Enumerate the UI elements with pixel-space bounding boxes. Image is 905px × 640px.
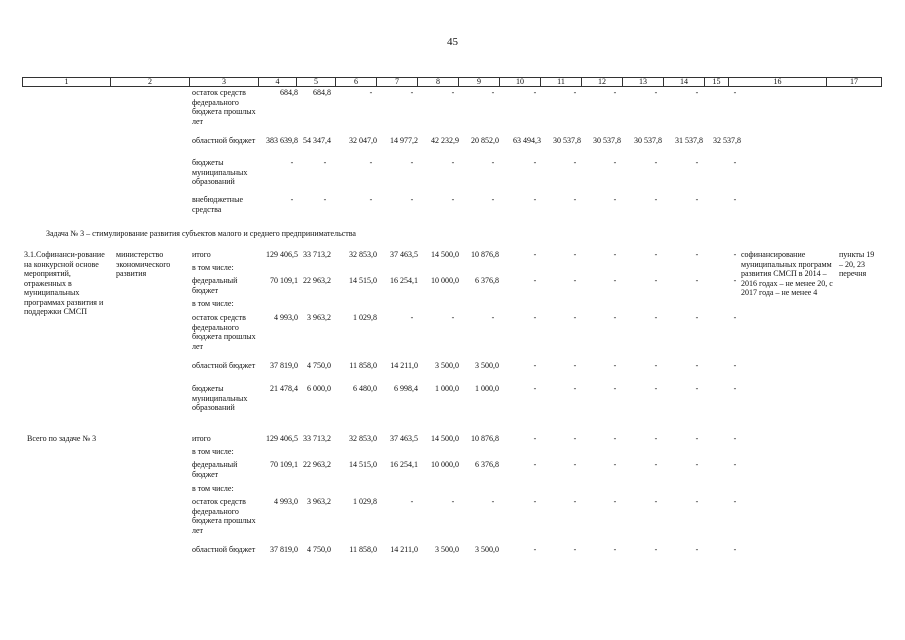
amount-cell: - (695, 195, 699, 204)
amount-cell: 30 537,8 (634, 136, 662, 145)
amount-cell: - (695, 276, 699, 285)
amount-cell: 33 713,2 (303, 434, 331, 443)
amount-cell: 30 537,8 (553, 136, 581, 145)
measure-reference: пункты 19 – 20, 23 перечня (839, 250, 875, 278)
amount-cell: 70 109,1 (270, 460, 298, 469)
amount-cell: - (613, 384, 617, 393)
amount-cell: - (695, 313, 699, 322)
amount-cell: - (290, 195, 294, 204)
task-total-label: Всего по задаче № 3 (27, 434, 97, 443)
amount-cell: - (533, 276, 537, 285)
amount-cell: 129 406,5 (266, 434, 298, 443)
budget-source-label: в том числе: (192, 263, 234, 272)
measure-executor: министерство экономического развития (116, 250, 171, 278)
amount-cell: 32 047,0 (349, 136, 377, 145)
amount-cell: 1 000,0 (435, 384, 459, 393)
budget-source-label: в том числе: (192, 447, 234, 456)
amount-cell: - (491, 313, 495, 322)
amount-cell: - (533, 460, 537, 469)
amount-cell: 22 963,2 (303, 460, 331, 469)
amount-cell: - (695, 545, 699, 554)
amount-cell: 3 500,0 (435, 545, 459, 554)
amount-cell: - (573, 545, 577, 554)
amount-cell: - (533, 497, 537, 506)
amount-cell: - (533, 250, 537, 259)
amount-cell: - (451, 195, 455, 204)
amount-cell: - (613, 497, 617, 506)
amount-cell: 14 515,0 (349, 460, 377, 469)
amount-cell: 4 993,0 (274, 497, 298, 506)
amount-cell: 10 000,0 (431, 460, 459, 469)
amount-cell: - (573, 195, 577, 204)
col-header: 3 (190, 78, 259, 87)
amount-cell: 14 515,0 (349, 276, 377, 285)
amount-cell: 14 977,2 (390, 136, 418, 145)
amount-cell: 37 819,0 (270, 545, 298, 554)
amount-cell: - (613, 361, 617, 370)
amount-cell: 1 000,0 (475, 384, 499, 393)
amount-cell: 37 819,0 (270, 361, 298, 370)
amount-cell: - (613, 88, 617, 97)
amount-cell: - (491, 158, 495, 167)
amount-cell: 3 500,0 (475, 545, 499, 554)
amount-cell: 3 500,0 (475, 361, 499, 370)
amount-cell: 11 858,0 (349, 361, 377, 370)
amount-cell: - (654, 195, 658, 204)
col-header: 7 (377, 78, 418, 87)
amount-cell: 6 376,8 (475, 276, 499, 285)
amount-cell: - (573, 313, 577, 322)
col-header: 14 (664, 78, 705, 87)
amount-cell: - (410, 313, 414, 322)
budget-source-label: в том числе: (192, 299, 234, 308)
amount-cell: - (654, 313, 658, 322)
amount-cell: 63 494,3 (513, 136, 541, 145)
amount-cell: - (613, 250, 617, 259)
amount-cell: 1 029,8 (353, 497, 377, 506)
amount-cell: - (733, 384, 737, 393)
amount-cell: - (733, 88, 737, 97)
amount-cell: - (451, 88, 455, 97)
measure-name: 3.1.Софинанси-рование на конкурсной основе мероприятий, отраженных в муниципальных программах развития и поддержки СМСП (24, 250, 105, 316)
amount-cell: - (573, 460, 577, 469)
amount-cell: - (654, 384, 658, 393)
budget-source-label: областной бюджет (192, 136, 256, 145)
amount-cell: 14 211,0 (390, 545, 418, 554)
amount-cell: 31 537,8 (675, 136, 703, 145)
amount-cell: - (410, 195, 414, 204)
amount-cell: 3 963,2 (307, 313, 331, 322)
amount-cell: 684,8 (313, 88, 331, 97)
amount-cell: - (533, 313, 537, 322)
amount-cell: - (654, 497, 658, 506)
amount-cell: 4 750,0 (307, 545, 331, 554)
amount-cell: - (733, 313, 737, 322)
amount-cell: - (573, 276, 577, 285)
amount-cell: - (369, 195, 373, 204)
amount-cell: - (733, 250, 737, 259)
amount-cell: 14 500,0 (431, 434, 459, 443)
amount-cell: - (533, 195, 537, 204)
amount-cell: - (654, 88, 658, 97)
col-header: 5 (297, 78, 336, 87)
amount-cell: 383 639,8 (266, 136, 298, 145)
budget-source-label: бюджеты муниципальных образований (192, 158, 248, 186)
amount-cell: 32 853,0 (349, 434, 377, 443)
amount-cell: - (695, 250, 699, 259)
amount-cell: - (451, 313, 455, 322)
amount-cell: 42 232,9 (431, 136, 459, 145)
budget-source-label: итого (192, 250, 211, 259)
amount-cell: - (573, 384, 577, 393)
amount-cell: 16 254,1 (390, 276, 418, 285)
amount-cell: 54 347,4 (303, 136, 331, 145)
amount-cell: 3 963,2 (307, 497, 331, 506)
amount-cell: - (491, 88, 495, 97)
budget-source-label: областной бюджет (192, 361, 256, 370)
budget-source-label: в том числе: (192, 484, 234, 493)
amount-cell: 6 376,8 (475, 460, 499, 469)
amount-cell: - (573, 497, 577, 506)
amount-cell: - (733, 195, 737, 204)
amount-cell: 6 998,4 (394, 384, 418, 393)
amount-cell: 16 254,1 (390, 460, 418, 469)
amount-cell: 14 211,0 (390, 361, 418, 370)
amount-cell: - (695, 88, 699, 97)
col-header: 9 (459, 78, 500, 87)
amount-cell: 20 852,0 (471, 136, 499, 145)
amount-cell: 3 500,0 (435, 361, 459, 370)
col-header: 16 (729, 78, 827, 87)
col-header: 6 (336, 78, 377, 87)
amount-cell: - (491, 195, 495, 204)
amount-cell: - (733, 158, 737, 167)
amount-cell: 129 406,5 (266, 250, 298, 259)
amount-cell: - (733, 460, 737, 469)
amount-cell: - (733, 361, 737, 370)
amount-cell: 4 993,0 (274, 313, 298, 322)
col-header: 4 (259, 78, 297, 87)
amount-cell: - (573, 361, 577, 370)
amount-cell: - (533, 88, 537, 97)
amount-cell: - (695, 158, 699, 167)
page-number: 45 (447, 36, 458, 48)
amount-cell: - (613, 434, 617, 443)
col-header: 15 (705, 78, 729, 87)
budget-source-label: внебюджетные средства (192, 195, 243, 214)
amount-cell: 22 963,2 (303, 276, 331, 285)
amount-cell: 37 463,5 (390, 434, 418, 443)
col-header: 17 (827, 78, 882, 87)
budget-source-label: областной бюджет (192, 545, 256, 554)
amount-cell: - (369, 158, 373, 167)
amount-cell: - (654, 361, 658, 370)
amount-cell: - (695, 361, 699, 370)
col-header: 2 (111, 78, 190, 87)
budget-source-label: остаток средств федерального бюджета прошлых лет (192, 88, 256, 126)
amount-cell: - (573, 158, 577, 167)
amount-cell: - (451, 158, 455, 167)
amount-cell: - (573, 434, 577, 443)
amount-cell: - (323, 195, 327, 204)
amount-cell: - (654, 158, 658, 167)
amount-cell: - (410, 158, 414, 167)
amount-cell: - (695, 460, 699, 469)
amount-cell: 6 480,0 (353, 384, 377, 393)
amount-cell: - (369, 88, 373, 97)
amount-cell: - (613, 460, 617, 469)
measure-indicator: софинансирование муниципальных программ развития СМСП в 2014 – 2016 годах – не менее 20, с 2017 года – не менее 4 (741, 250, 833, 297)
col-header: 1 (23, 78, 111, 87)
amount-cell: 33 713,2 (303, 250, 331, 259)
col-header: 12 (582, 78, 623, 87)
amount-cell: 30 537,8 (593, 136, 621, 145)
budget-source-label: остаток средств федерального бюджета прошлых лет (192, 497, 256, 535)
amount-cell: - (613, 545, 617, 554)
amount-cell: 21 478,4 (270, 384, 298, 393)
amount-cell: - (733, 497, 737, 506)
amount-cell: 684,8 (280, 88, 298, 97)
amount-cell: 37 463,5 (390, 250, 418, 259)
amount-cell: - (654, 250, 658, 259)
amount-cell: - (695, 434, 699, 443)
amount-cell: 1 029,8 (353, 313, 377, 322)
amount-cell: - (410, 497, 414, 506)
amount-cell: - (613, 195, 617, 204)
amount-cell: - (654, 460, 658, 469)
budget-source-label: итого (192, 434, 211, 443)
amount-cell: - (573, 88, 577, 97)
amount-cell: - (533, 434, 537, 443)
header-row (23, 78, 882, 87)
amount-cell: - (613, 158, 617, 167)
amount-cell: - (733, 434, 737, 443)
task-heading: Задача № 3 – стимулирование развития субъектов малого и среднего предпринимательства (46, 229, 356, 238)
amount-cell: - (533, 361, 537, 370)
col-header: 13 (623, 78, 664, 87)
amount-cell: - (533, 545, 537, 554)
amount-cell: - (733, 276, 737, 285)
amount-cell: 14 500,0 (431, 250, 459, 259)
amount-cell: - (695, 384, 699, 393)
amount-cell: 11 858,0 (349, 545, 377, 554)
amount-cell: - (451, 497, 455, 506)
amount-cell: - (654, 545, 658, 554)
amount-cell: 10 876,8 (471, 434, 499, 443)
amount-cell: 10 876,8 (471, 250, 499, 259)
amount-cell: - (613, 276, 617, 285)
budget-source-label: федеральный бюджет (192, 460, 238, 479)
amount-cell: 4 750,0 (307, 361, 331, 370)
budget-source-label: остаток средств федерального бюджета прошлых лет (192, 313, 256, 351)
column-number-header (22, 77, 882, 87)
amount-cell: - (613, 313, 617, 322)
amount-cell: 32 537,8 (713, 136, 741, 145)
amount-cell: - (533, 158, 537, 167)
amount-cell: - (410, 88, 414, 97)
amount-cell: - (533, 384, 537, 393)
amount-cell: 32 853,0 (349, 250, 377, 259)
amount-cell: - (654, 434, 658, 443)
amount-cell: 6 000,0 (307, 384, 331, 393)
amount-cell: 70 109,1 (270, 276, 298, 285)
col-header: 11 (541, 78, 582, 87)
budget-source-label: бюджеты муниципальных образований (192, 384, 248, 412)
amount-cell: - (491, 497, 495, 506)
amount-cell: - (290, 158, 294, 167)
amount-cell: 10 000,0 (431, 276, 459, 285)
amount-cell: - (733, 545, 737, 554)
budget-source-label: федеральный бюджет (192, 276, 238, 295)
amount-cell: - (695, 497, 699, 506)
col-header: 8 (418, 78, 459, 87)
amount-cell: - (573, 250, 577, 259)
amount-cell: - (654, 276, 658, 285)
col-header: 10 (500, 78, 541, 87)
amount-cell: - (323, 158, 327, 167)
